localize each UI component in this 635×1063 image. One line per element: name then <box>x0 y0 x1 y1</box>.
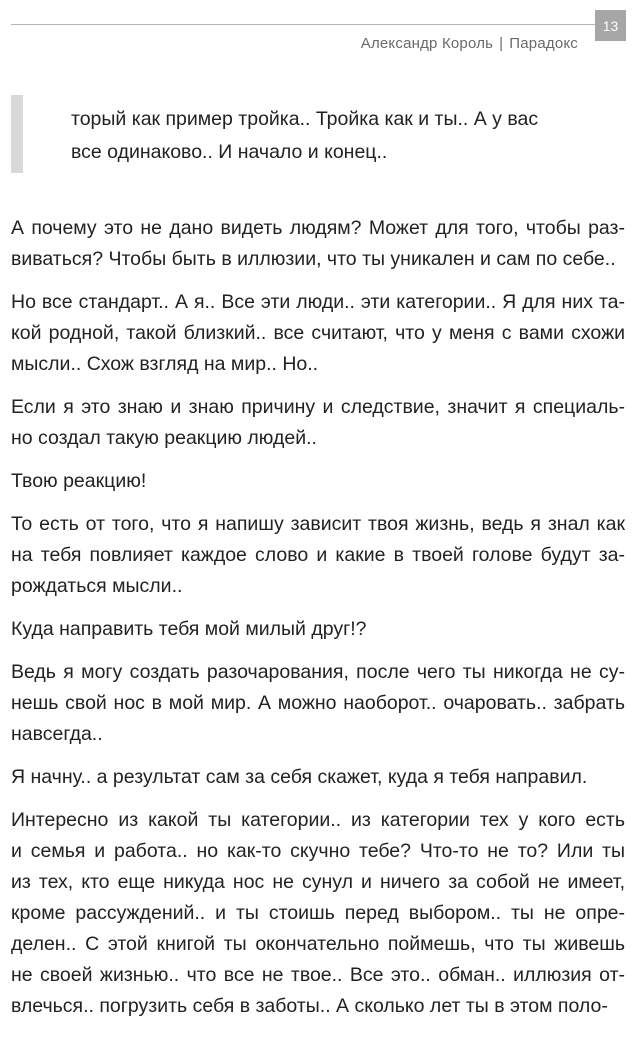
text-line: и семья и работа.. но как-то скучно тебе? Что-то не то? Или ты <box>11 840 625 862</box>
paragraph <box>11 762 625 793</box>
paragraph <box>11 805 625 1022</box>
text-line: делен.. С этой книгой ты окончательно поймешь, что ты живешь <box>11 933 625 955</box>
header-rule <box>11 24 595 25</box>
quote-bar <box>11 95 23 173</box>
text-line: Я начну.. а результат сам за себя скажет, куда я тебя направил. <box>11 766 588 788</box>
text-line: не своей жизнью.. что все не твое.. Все это.. обман.. иллюзия от- <box>11 964 625 986</box>
running-head <box>361 35 578 52</box>
block-quote <box>71 103 591 169</box>
quote-line: все одинаково.. И начало и конец.. <box>71 141 388 163</box>
quote-line: торый как пример тройка.. Тройка как и ты.. А у вас <box>71 108 539 130</box>
text-line: на тебя повлияет каждое слово и какие в твоей голове будут за- <box>11 544 625 566</box>
paragraph <box>11 213 625 275</box>
paragraph <box>11 657 625 750</box>
paragraph <box>11 509 625 602</box>
text-line: Интересно из какой ты категории.. из категории тех у кого есть <box>11 809 625 831</box>
page-number: 13 <box>602 17 619 34</box>
text-line: А почему это не дано видеть людям? Может для того, чтобы раз- <box>11 217 625 239</box>
running-head-title: Парадокс <box>509 35 578 52</box>
text-line: но создал такую реакцию людей.. <box>11 427 317 449</box>
text-line: Если я это знаю и знаю причину и следствие, значит я специаль- <box>11 396 625 418</box>
text-line: влечься.. погрузить себя в заботы.. А сколько лет ты в этом поло- <box>11 995 608 1017</box>
body-text <box>11 213 625 1034</box>
text-line: виваться? Чтобы быть в иллюзии, что ты уникален и сам по себе.. <box>11 248 616 270</box>
text-line: рождаться мысли.. <box>11 575 183 597</box>
page-number-badge <box>595 10 626 41</box>
text-line: Ведь я могу создать разочарования, после чего ты никогда не су- <box>11 661 625 683</box>
text-line: Куда направить тебя мой милый друг!? <box>11 618 367 640</box>
text-line: Но все стандарт.. А я.. Все эти люди.. эти категории.. Я для них та- <box>11 291 625 313</box>
text-line: Твою реакцию! <box>11 470 147 492</box>
text-line: навсегда.. <box>11 723 103 745</box>
running-head-separator: | <box>499 35 504 52</box>
running-head-author: Александр Король <box>360 35 494 52</box>
text-line: мысли.. Схож взгляд на мир.. Но.. <box>11 353 319 375</box>
text-line: из тех, кто еще никуда нос не сунул и ничего за собой не имеет, <box>11 871 625 893</box>
text-line: кроме рассуждений.. и ты стоишь перед выбором.. ты не опре- <box>11 902 625 924</box>
paragraph <box>11 287 625 380</box>
paragraph <box>11 614 625 645</box>
text-line: нешь свой нос в мой мир. А можно наоборот.. очаровать.. забрать <box>11 692 625 714</box>
text-line: кой родной, такой близкий.. все считают, что у меня с вами схожи <box>11 322 625 344</box>
paragraph <box>11 466 625 497</box>
paragraph <box>11 392 625 454</box>
text-line: То есть от того, что я напишу зависит твоя жизнь, ведь я знал как <box>11 513 625 535</box>
